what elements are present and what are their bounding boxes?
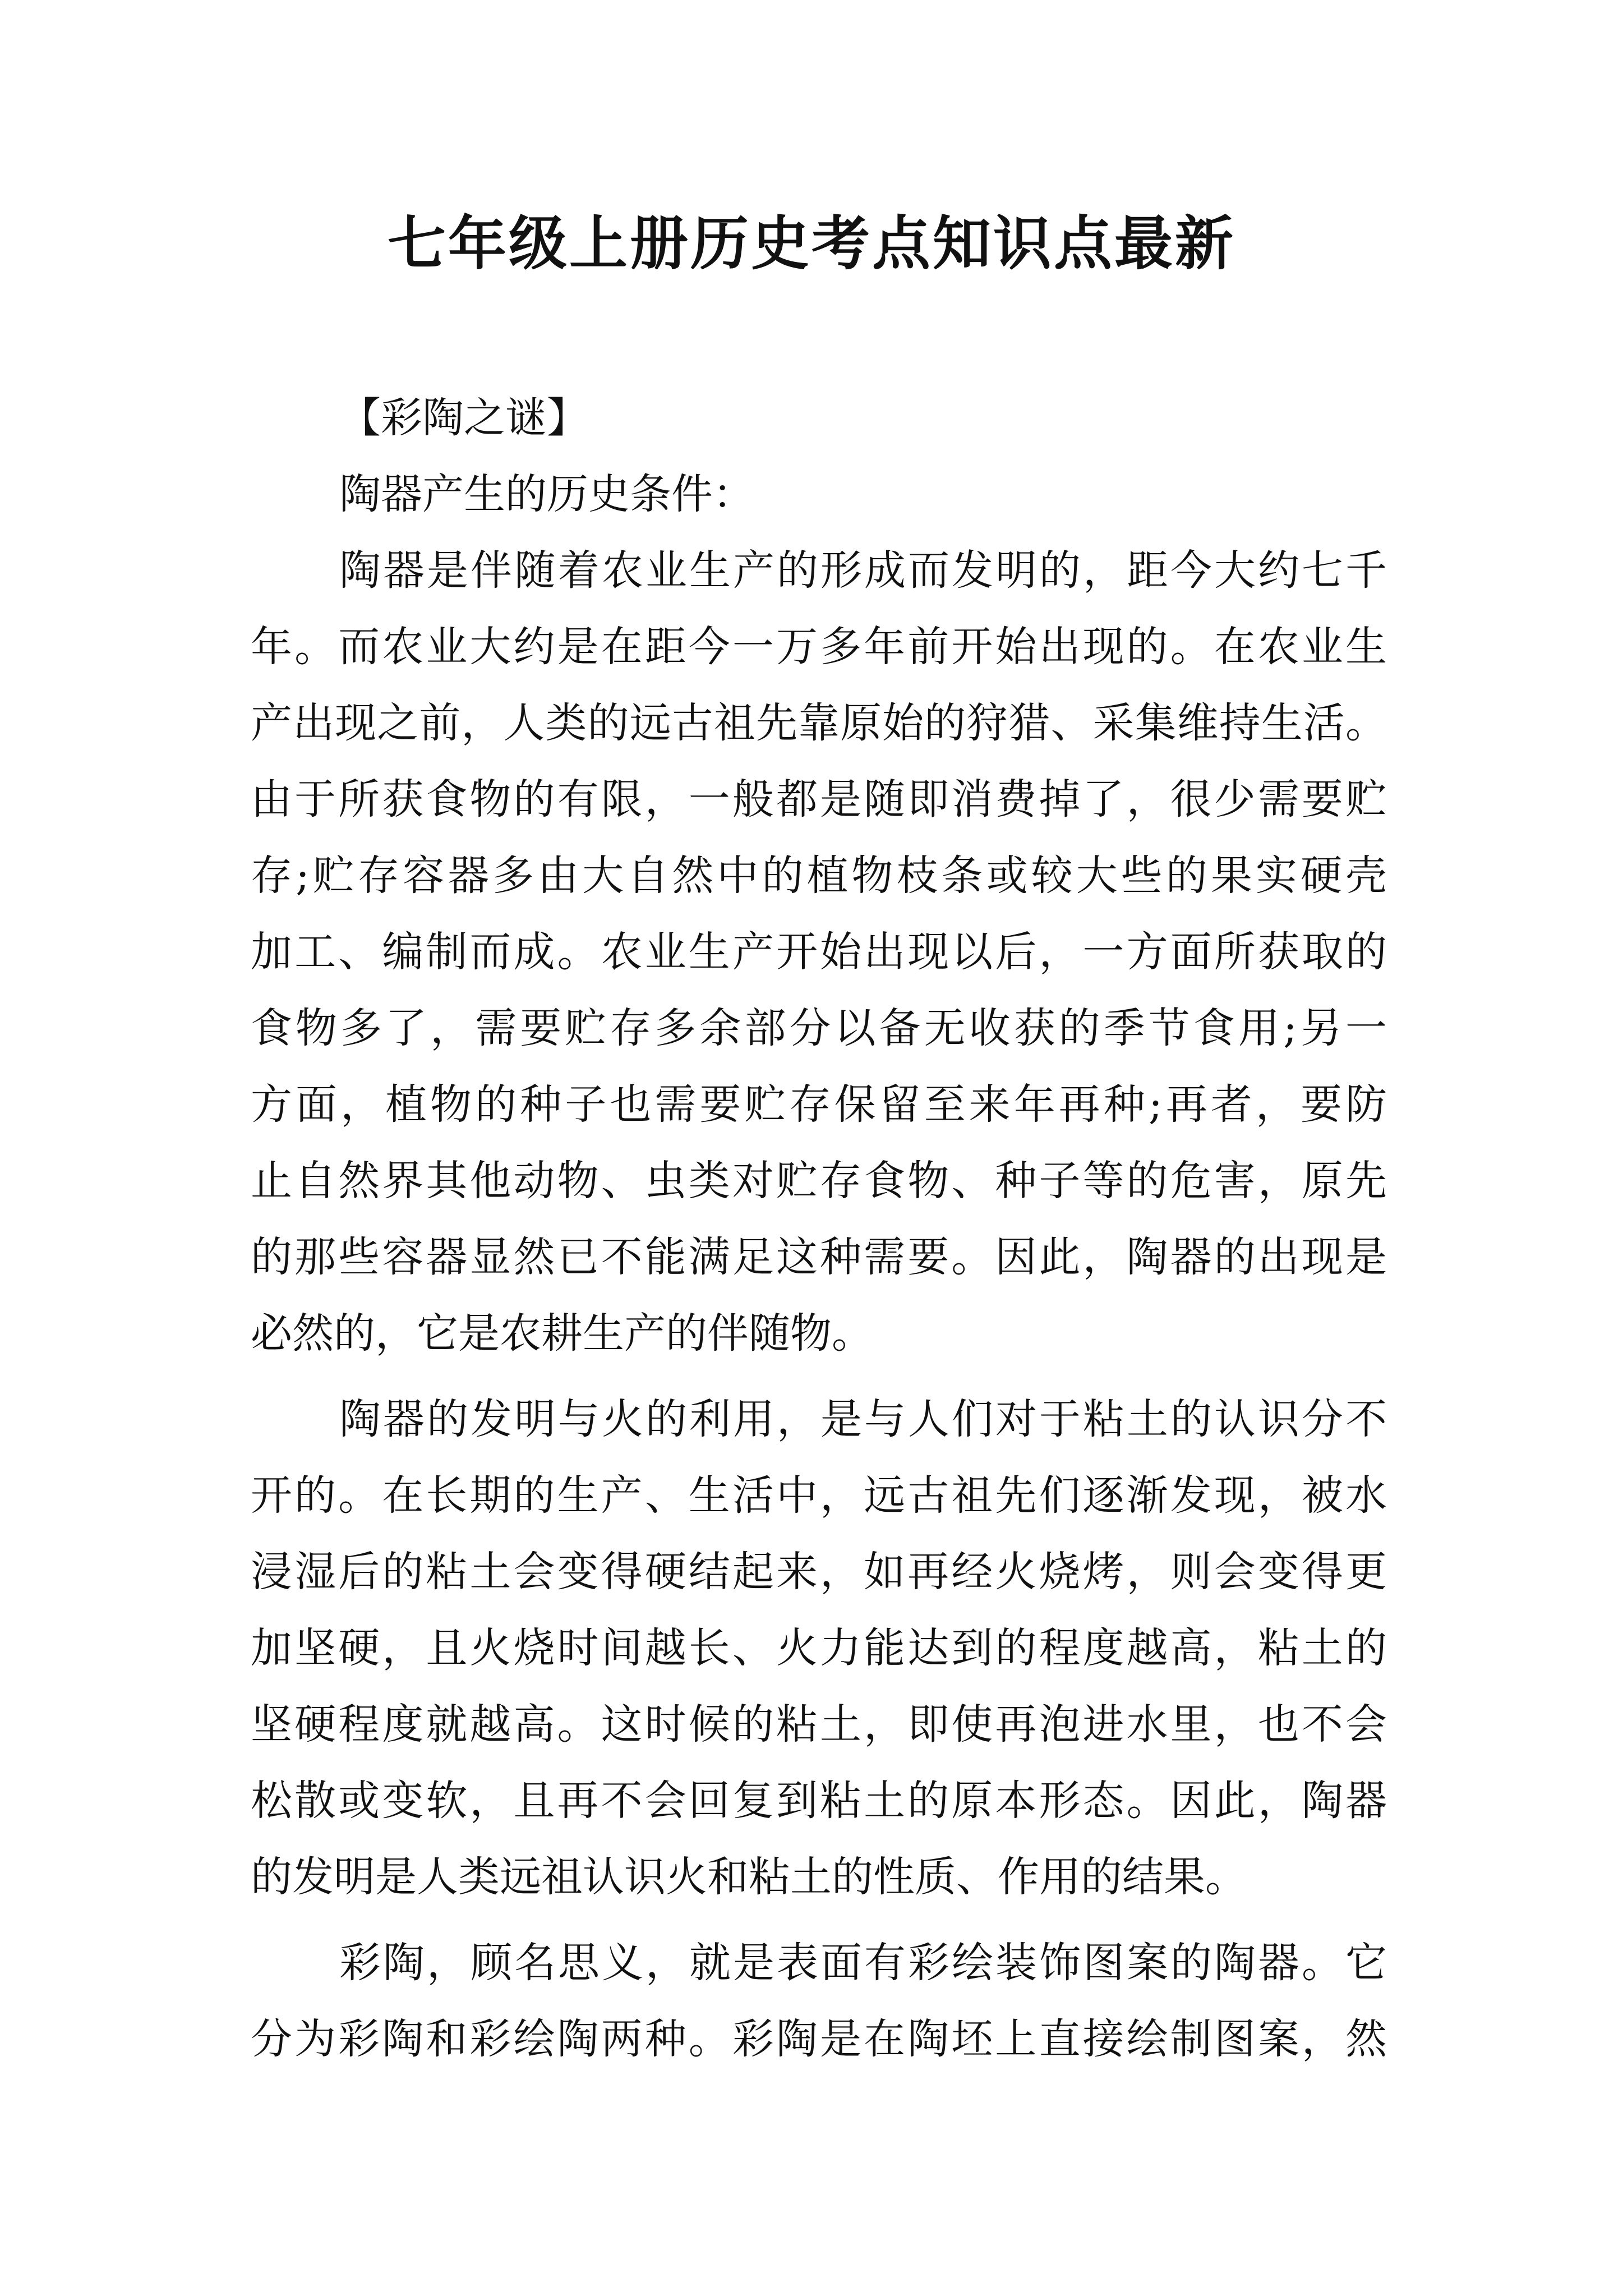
text-line: 加坚硬，且火烧时间越长、火力能达到的程度越高，粘土的	[251, 1624, 1387, 1672]
text-line: 由于所获食物的有限，一般都是随即消费掉了，很少需要贮	[251, 775, 1387, 823]
document-title: 七年级上册历史考点知识点最新	[387, 209, 1235, 278]
section-heading: 【彩陶之谜】	[339, 394, 588, 442]
text-line: 年。而农业大约是在距今一万多年前开始出现的。在农业生	[251, 623, 1387, 671]
paragraph	[251, 1381, 1387, 1915]
section-heading-paragraph	[251, 380, 1387, 456]
text-line: 产出现之前，人类的远古祖先靠原始的狩猎、采集维持生活。	[251, 699, 1387, 747]
text-line: 彩陶，顾名思义，就是表面有彩绘装饰图案的陶器。它	[339, 1939, 1387, 1987]
text-line: 坚硬程度就越高。这时候的粘土，即使再泡进水里，也不会	[251, 1700, 1387, 1749]
text-line: 浸湿后的粘土会变得硬结起来，如再经火烧烤，则会变得更	[251, 1548, 1387, 1596]
text-line: 分为彩陶和彩绘陶两种。彩陶是在陶坯上直接绘制图案，然	[251, 2015, 1387, 2063]
text-line: 加工、编制而成。农业生产开始出现以后，一方面所获取的	[251, 928, 1387, 976]
text-line: 必然的，它是农耕生产的伴随物。	[251, 1309, 873, 1358]
paragraph	[251, 1925, 1387, 2077]
text-line: 存;贮存容器多由大自然中的植物枝条或较大些的果实硬壳	[251, 852, 1387, 900]
subheading-paragraph	[251, 456, 1387, 532]
text-line: 开的。在长期的生产、生活中，远古祖先们逐渐发现，被水	[251, 1471, 1387, 1520]
text-line: 的那些容器显然已不能满足这种需要。因此，陶器的出现是	[251, 1233, 1387, 1281]
subheading: 陶器产生的历史条件：	[339, 470, 754, 518]
text-line: 的发明是人类远祖认识火和粘土的性质、作用的结果。	[251, 1853, 1247, 1901]
document-body	[251, 380, 1387, 2077]
text-line: 食物多了，需要贮存多余部分以备无收获的季节食用;另一	[251, 1004, 1387, 1052]
paragraph	[251, 532, 1387, 1372]
text-line: 陶器的发明与火的利用，是与人们对于粘土的认识分不	[339, 1395, 1387, 1443]
text-line: 陶器是伴随着农业生产的形成而发明的，距今大约七千	[339, 546, 1387, 595]
text-line: 止自然界其他动物、虫类对贮存食物、种子等的危害，原先	[251, 1157, 1387, 1205]
text-line: 方面，植物的种子也需要贮存保留至来年再种;再者，要防	[251, 1080, 1387, 1129]
text-line: 松散或变软，且再不会回复到粘土的原本形态。因此，陶器	[251, 1777, 1387, 1825]
